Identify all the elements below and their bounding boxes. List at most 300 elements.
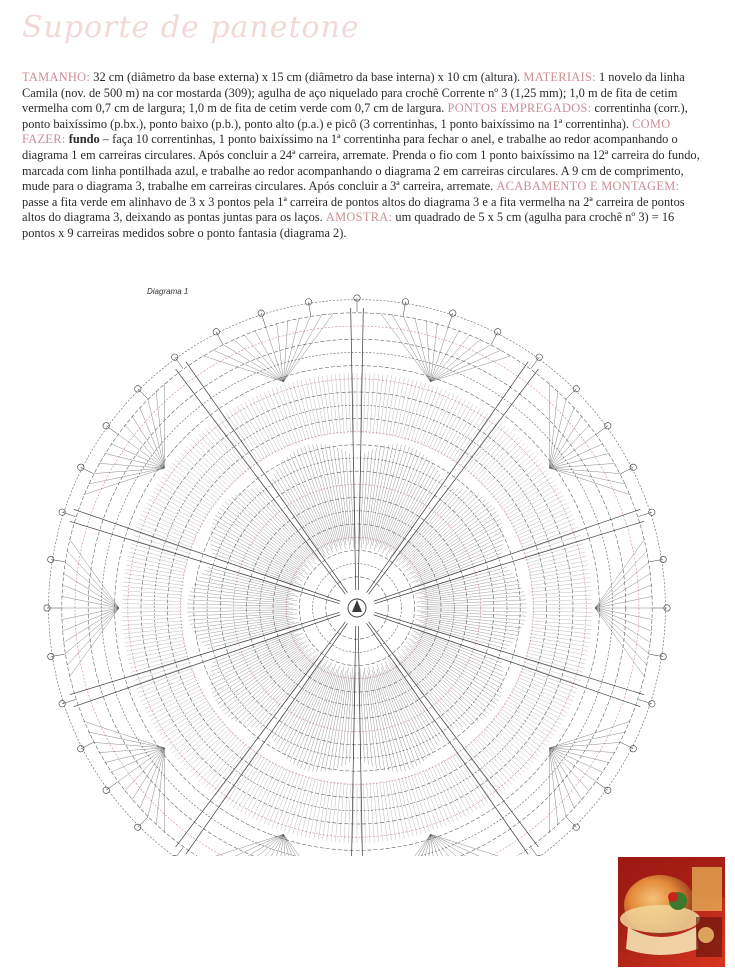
- outer-stitch: [335, 374, 341, 434]
- outer-stitch: [289, 383, 306, 440]
- stitch-tick: [390, 667, 435, 749]
- fan-stitch: [595, 608, 653, 620]
- stitch-tick: [247, 490, 316, 564]
- outer-stitch: [183, 450, 227, 490]
- picot-stem: [566, 817, 576, 827]
- outer-stitch: [452, 755, 485, 805]
- outer-stitch: [124, 631, 183, 639]
- stitch-tick: [272, 479, 320, 552]
- outer-stitch: [123, 586, 183, 592]
- picot-stem: [596, 782, 607, 790]
- picot-stem: [106, 426, 117, 434]
- outer-stitch: [169, 713, 217, 749]
- outer-stitch: [169, 466, 217, 502]
- stitch-tick: [194, 584, 294, 599]
- outer-stitch: [531, 624, 591, 630]
- outer-stitch: [531, 627, 591, 634]
- outer-stitch: [480, 440, 522, 483]
- stitch-tick: [279, 467, 324, 549]
- fan-stitch: [233, 339, 283, 381]
- outer-stitch: [209, 426, 247, 473]
- outer-stitch: [155, 697, 207, 728]
- outer-stitch: [531, 582, 591, 589]
- picot-loop: [536, 354, 542, 360]
- outer-stitch: [143, 511, 198, 536]
- outer-stitch: [528, 556, 587, 569]
- outer-stitch: [219, 750, 254, 799]
- outer-stitch: [524, 659, 581, 676]
- outer-stitch: [157, 700, 208, 732]
- outer-stitch: [340, 374, 344, 434]
- outer-stitch: [380, 782, 388, 841]
- outer-stitch: [511, 692, 564, 721]
- stitch-tick: [417, 615, 523, 628]
- outer-stitch: [460, 750, 495, 799]
- stitch-tick: [423, 567, 507, 590]
- stitch-tick: [212, 527, 298, 575]
- outer-stitch: [195, 735, 236, 779]
- outer-stitch: [477, 735, 518, 779]
- section-spoke: [186, 362, 348, 593]
- outer-stitch: [331, 782, 338, 842]
- fan-stitch: [88, 468, 164, 484]
- stitch-tick: [420, 584, 520, 599]
- stitch-tick: [247, 658, 311, 726]
- outer-stitch: [147, 686, 201, 713]
- outer-stitch: [367, 783, 370, 843]
- outer-stitch: [408, 383, 425, 440]
- outer-stitch: [504, 703, 554, 736]
- fan-stitch: [65, 608, 119, 654]
- outer-stitch: [340, 783, 344, 843]
- stitch-tick: [235, 495, 313, 568]
- fan-stitch: [84, 468, 165, 495]
- outer-stitch: [465, 746, 502, 793]
- fan-stitch: [550, 425, 590, 468]
- finish-label: ACABAMENTO E MONTAGEM:: [496, 179, 680, 194]
- fan-stitch: [550, 444, 604, 469]
- outer-stitch: [462, 748, 498, 796]
- outer-stitch: [484, 446, 528, 487]
- outer-stitch: [348, 373, 350, 433]
- stitch-tick: [414, 531, 503, 578]
- fan-stitch: [431, 339, 481, 381]
- outer-stitch: [301, 380, 315, 438]
- outer-stitch: [209, 744, 247, 791]
- outer-stitch: [376, 374, 383, 434]
- outer-stitch: [293, 382, 309, 440]
- outer-stitch: [178, 721, 224, 760]
- stitch-tick: [290, 454, 333, 553]
- outer-stitch: [499, 711, 548, 746]
- outer-stitch: [122, 611, 182, 612]
- picot-stem: [81, 742, 93, 748]
- fan-stitch: [125, 425, 165, 468]
- outer-stitch: [532, 591, 592, 595]
- outer-stitch: [212, 423, 249, 470]
- picot-stem: [649, 654, 663, 656]
- outer-stitch: [395, 779, 408, 838]
- section-spoke: [374, 612, 644, 694]
- stitches-text: correntinha (corr.), ponto baixíssimo (p.bx.), ponto baixo (p.b.), ponto alto (p.a.) e picô (3 correntinhas, 1 ponto baixíssimo na 1ª correntinha).: [22, 101, 688, 131]
- how-label: COMO FAZER:: [22, 116, 671, 147]
- outer-stitch: [482, 443, 525, 485]
- stitch-tick: [381, 663, 424, 762]
- outer-stitch: [147, 503, 201, 530]
- outer-stitch: [122, 618, 182, 621]
- stitch-tick: [214, 519, 303, 574]
- stitch-tick: [413, 553, 502, 587]
- fan-stitch: [392, 834, 431, 856]
- outer-stitch: [157, 484, 208, 516]
- outer-stitch: [135, 531, 192, 551]
- fan-stitch: [69, 539, 119, 608]
- stitch-tick: [369, 667, 389, 771]
- outer-stitch: [376, 782, 383, 842]
- outer-stitch: [331, 374, 338, 434]
- stitch-tick: [342, 449, 351, 544]
- outer-stitch: [493, 460, 540, 498]
- outer-stitch: [370, 783, 374, 843]
- outer-stitch: [530, 573, 589, 582]
- outer-stitch: [195, 437, 236, 481]
- section-spoke: [70, 521, 340, 603]
- outer-stitch: [399, 778, 413, 836]
- outer-stitch: [511, 496, 564, 525]
- outer-stitch: [465, 423, 502, 470]
- outer-stitch: [172, 463, 219, 500]
- fan-stitch: [63, 573, 119, 608]
- outer-stitch: [532, 599, 592, 601]
- stitch-tick: [187, 604, 289, 606]
- outer-stitch: [132, 659, 189, 676]
- outer-stitch: [367, 373, 370, 433]
- fan-stitch: [431, 323, 438, 382]
- outer-stitch: [260, 394, 285, 449]
- outer-stitch: [335, 782, 341, 842]
- stitch-tick: [408, 653, 483, 719]
- outer-stitch: [504, 481, 554, 514]
- outer-stitch: [405, 382, 421, 440]
- stitch-tick: [222, 644, 309, 711]
- outer-stitch: [514, 686, 568, 713]
- outer-stitch: [435, 398, 462, 452]
- outer-stitch: [252, 765, 279, 819]
- outer-stitch: [305, 379, 318, 438]
- outer-stitch: [472, 739, 512, 784]
- picot-stem: [138, 389, 148, 399]
- outer-stitch: [327, 375, 335, 434]
- outer-stitch: [128, 556, 187, 569]
- finish-text: passe a fita verde em alinhavo de 3 x 3 pontos pela 1ª carreira de pontos altos do diagrama 3 e a fita vermelha na 2ª carreira de pontos altos do diagrama 3, deixando as pontas juntas para os laços.: [22, 194, 685, 225]
- outer-stitch: [499, 470, 548, 505]
- outer-stitch: [363, 783, 365, 843]
- outer-stitch: [305, 779, 318, 838]
- outer-stitch: [248, 400, 276, 453]
- stitch-tick: [228, 499, 308, 567]
- stitch-tick: [370, 445, 389, 542]
- fan-stitch: [550, 748, 604, 773]
- stitch-tick: [231, 497, 306, 563]
- outer-stitch: [455, 413, 488, 463]
- stitch-tick: [405, 505, 492, 572]
- outer-stitch: [143, 680, 198, 705]
- outer-stitch: [180, 723, 225, 763]
- outer-stitch: [252, 398, 279, 452]
- outer-stitch: [438, 400, 466, 453]
- fan-stitch: [69, 608, 119, 677]
- stitch-tick: [398, 652, 467, 726]
- outer-stitch: [162, 706, 212, 739]
- stitch-tick: [406, 642, 496, 704]
- picot-stem: [175, 357, 183, 368]
- fan-stitch: [244, 335, 284, 382]
- fan-stitch: [63, 608, 119, 643]
- stitch-tick: [208, 626, 292, 649]
- outer-stitch: [260, 767, 285, 822]
- stitch-tick: [217, 647, 301, 705]
- outer-stitch: [132, 540, 189, 557]
- stitch-tick: [360, 453, 364, 540]
- outer-stitch: [149, 499, 202, 527]
- outer-stitch: [167, 470, 216, 505]
- outer-stitch: [475, 737, 515, 781]
- picot-stem: [566, 389, 576, 399]
- outer-stitch: [531, 578, 590, 586]
- outer-stitch: [151, 692, 204, 721]
- outer-stitch: [322, 781, 331, 840]
- outer-stitch: [123, 624, 183, 630]
- stitch-tick: [394, 665, 442, 738]
- outer-stitch: [455, 753, 488, 803]
- picot-stem: [649, 560, 663, 562]
- outer-stitch: [289, 775, 306, 832]
- section-spoke: [367, 362, 529, 593]
- fan-stitch: [595, 539, 645, 608]
- outer-stitch: [122, 599, 182, 601]
- instructions-block: [22, 70, 700, 242]
- picot-stem: [596, 426, 607, 434]
- stitch-tick: [346, 451, 352, 540]
- stitch-tick: [416, 641, 502, 689]
- outer-stitch: [327, 782, 335, 841]
- fan-stitch: [550, 468, 631, 495]
- stitch-tick: [333, 667, 348, 769]
- outer-stitch: [497, 713, 545, 749]
- outer-stitch: [405, 776, 421, 834]
- outer-stitch: [484, 728, 528, 769]
- fan-stitch: [65, 562, 119, 608]
- stitch-tick: [406, 649, 486, 717]
- outer-stitch: [380, 375, 388, 434]
- picot-loop: [305, 299, 311, 305]
- stitch-tick: [231, 648, 312, 719]
- stitch-tick: [414, 638, 503, 685]
- picot-stem: [51, 560, 65, 562]
- stitch-tick: [386, 670, 427, 759]
- fan-stitch: [111, 748, 165, 773]
- outer-stitch: [460, 418, 495, 467]
- stitch-tick: [420, 617, 520, 632]
- fan-stitch: [93, 468, 164, 474]
- outer-stitch: [175, 460, 222, 498]
- outer-stitch: [123, 591, 183, 595]
- outer-stitch: [502, 706, 552, 739]
- stitch-tick: [188, 611, 289, 616]
- stitch-tick: [325, 675, 344, 772]
- section-spoke: [186, 623, 348, 854]
- fan-stitch: [223, 344, 284, 381]
- picot-stem: [403, 302, 405, 316]
- stitch-tick: [374, 445, 405, 550]
- stitch-tick: [211, 540, 296, 579]
- picot-stem: [531, 847, 539, 856]
- outer-stitch: [135, 665, 192, 685]
- outer-stitch: [151, 496, 204, 525]
- outer-stitch: [532, 611, 592, 612]
- stitch-tick: [409, 527, 502, 579]
- outer-stitch: [215, 748, 251, 796]
- outer-stitch: [202, 431, 242, 476]
- section-spoke: [358, 308, 363, 590]
- outer-stitch: [399, 380, 413, 438]
- fan-stitch: [595, 596, 653, 608]
- outer-stitch: [383, 781, 392, 840]
- outer-stitch: [344, 783, 347, 843]
- fan-stitch: [67, 550, 119, 608]
- stitch-tick: [425, 600, 526, 605]
- picot-stem: [81, 467, 93, 473]
- outer-stitch: [531, 586, 591, 592]
- outer-stitch: [301, 778, 315, 836]
- outer-stitch: [167, 711, 216, 746]
- outer-stitch: [486, 726, 530, 766]
- outer-stitch: [512, 689, 565, 717]
- stitch-tick: [217, 512, 307, 574]
- center-arrow-icon: [352, 600, 362, 612]
- stitch-tick: [287, 457, 328, 546]
- outer-stitch: [322, 376, 331, 435]
- stitch-tick: [381, 452, 420, 549]
- how-bold: fundo: [68, 132, 100, 147]
- stitch-tick: [363, 672, 372, 767]
- panettone-photo-image: [618, 857, 725, 967]
- fan-stitch: [550, 742, 621, 748]
- picot-loop: [258, 310, 264, 316]
- fan-stitch: [61, 608, 119, 620]
- outer-stitch: [524, 540, 581, 557]
- picot-stem: [491, 332, 497, 344]
- outer-stitch: [180, 453, 225, 493]
- fan-stitch: [61, 596, 119, 608]
- outer-stitch: [160, 481, 210, 514]
- stitch-tick: [416, 581, 518, 598]
- outer-stitch: [514, 503, 568, 530]
- fan-stitch: [595, 562, 649, 608]
- outer-stitch: [512, 499, 565, 527]
- stitch-tick: [325, 445, 345, 549]
- outer-stitch: [506, 700, 557, 732]
- picot-stem: [138, 817, 148, 827]
- outer-stitch: [128, 646, 187, 659]
- outer-stitch: [149, 689, 202, 717]
- outer-stitch: [408, 775, 425, 832]
- outer-stitch: [370, 374, 374, 434]
- picot-loop: [402, 299, 408, 305]
- outer-stitch: [122, 604, 182, 605]
- outer-stitch: [125, 634, 184, 643]
- stitches-label: PONTOS EMPREGADOS:: [447, 101, 592, 116]
- stitch-tick: [284, 460, 329, 551]
- outer-stitch: [530, 634, 589, 643]
- section-spoke: [358, 626, 363, 856]
- outer-stitch: [516, 680, 571, 705]
- outer-stitch: [495, 716, 542, 753]
- stitch-tick: [225, 651, 304, 715]
- outer-stitch: [435, 765, 462, 819]
- stitch-tick: [308, 665, 339, 770]
- stitch-tick: [402, 497, 483, 568]
- outer-stitch: [123, 621, 183, 625]
- outer-stitch: [488, 723, 533, 763]
- outer-stitch: [124, 578, 183, 586]
- outer-stitch: [468, 426, 506, 473]
- crochet-diagram: [0, 256, 735, 856]
- outer-stitch: [441, 402, 470, 455]
- outer-stitch: [395, 379, 408, 438]
- outer-stitch: [162, 477, 212, 510]
- outer-stitch: [522, 531, 579, 551]
- outer-stitch: [348, 783, 350, 843]
- outer-stitch: [363, 373, 365, 433]
- outer-stitch: [472, 431, 512, 476]
- stitch-tick: [403, 493, 475, 564]
- stitch-tick: [211, 531, 300, 578]
- picot-stem: [309, 302, 311, 316]
- outer-stitch: [183, 726, 227, 766]
- outer-stitch: [199, 434, 239, 478]
- outer-stitch: [475, 434, 515, 478]
- sample-text: um quadrado de 5 x 5 cm (agulha para crochê nº 3) = 16 pontos x 9 carreiras medidos sobre o ponto fantasia (diagrama 2).: [22, 210, 675, 240]
- picot-stem: [51, 654, 65, 656]
- outer-stitch: [219, 418, 254, 467]
- stitch-tick: [363, 449, 372, 544]
- outer-stitch: [215, 420, 251, 468]
- outer-stitch: [293, 776, 309, 834]
- stitch-tick: [366, 446, 381, 548]
- outer-stitch: [383, 376, 392, 435]
- outer-stitch: [468, 744, 506, 791]
- outer-stitch: [245, 402, 274, 455]
- fan-stitch: [431, 335, 471, 382]
- fan-stitch: [431, 344, 492, 381]
- stitch-tick: [342, 672, 351, 767]
- outer-stitch: [429, 767, 454, 822]
- materials-text: 1 novelo da linha Camila (nov. de 500 m) na cor mostarda (309); agulha de aço niquelado para crochê Corrente nº 3 (1,25 mm); 1,0 m de fita de cetim vermelha com 0,7 cm de largura; 1,0 m de fita de cetim verde com 0,7 cm de largura.: [22, 70, 685, 116]
- outer-stitch: [532, 621, 592, 625]
- section-spoke: [374, 521, 644, 603]
- size-text: 32 cm (diâmetro da base externa) x 15 cm (diâmetro da base interna) x 10 cm (altura).: [93, 70, 521, 84]
- fan-stitch: [125, 748, 165, 791]
- fan-stitch: [550, 748, 590, 791]
- outer-stitch: [160, 703, 210, 736]
- sample-label: AMOSTRA:: [325, 210, 393, 225]
- outer-stitch: [452, 411, 485, 461]
- outer-stitch: [123, 627, 183, 634]
- section-spoke: [351, 626, 356, 856]
- outer-stitch: [202, 739, 242, 784]
- stitch-tick: [413, 631, 503, 668]
